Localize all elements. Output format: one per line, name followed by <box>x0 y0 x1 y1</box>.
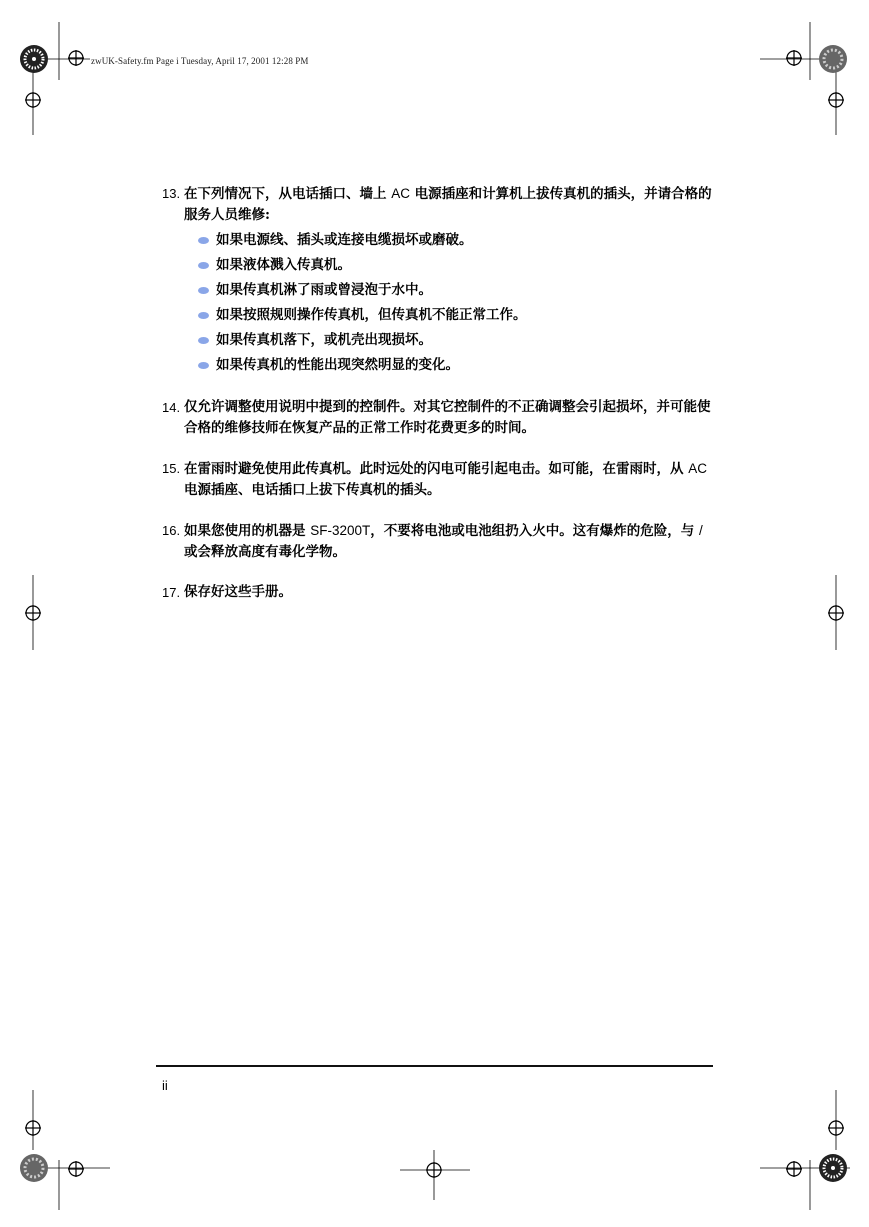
item-number: 16. <box>162 523 181 538</box>
list-item: 如果液体溅入传真机。 <box>198 253 714 278</box>
bullet-icon <box>198 237 209 244</box>
list-item <box>162 397 714 439</box>
list-item <box>162 520 714 563</box>
condition-list <box>184 228 714 378</box>
item-text: 仅允许调整使用说明中提到的控制件。对其它控制件的不正确调整会引起损坏，并可能使合格的维修技师在恢复产品的正常工作时花费更多的时间。 <box>184 399 711 436</box>
safety-instructions <box>162 183 714 603</box>
list-item: 如果传真机的性能出现突然明显的变化。 <box>198 353 714 378</box>
item-text: 在雷雨时避免使用此传真机。此时远处的闪电可能引起电击。如可能，在雷雨时，从 AC 电源插座、电话插口上拔下传真机的插头。 <box>184 461 707 498</box>
list-item: 如果电源线、插头或连接电缆损坏或磨破。 <box>198 228 714 253</box>
item-text: 保存好这些手册。 <box>184 584 292 600</box>
file-slug: zwUK-Safety.fm Page i Tuesday, April 17, 2001 12:28 PM <box>91 56 309 66</box>
item-number: 15. <box>162 461 181 476</box>
list-item: 如果传真机淋了雨或曾浸泡于水中。 <box>198 278 714 303</box>
item-number: 14. <box>162 400 181 415</box>
bullet-icon <box>198 312 209 319</box>
bullet-icon <box>198 362 209 369</box>
bullet-icon <box>198 262 209 269</box>
item-number: 13. <box>162 186 181 201</box>
bullet-icon <box>198 337 209 344</box>
item-number: 17. <box>162 585 181 600</box>
bullet-icon <box>198 287 209 294</box>
list-item <box>162 582 714 603</box>
item-text: 如果您使用的机器是 SF-3200T，不要将电池或电池组扔入火中。这有爆炸的危险，与 / 或会释放高度有毒化学物。 <box>184 523 703 560</box>
list-item <box>162 458 714 501</box>
list-item: 如果传真机落下，或机壳出现损坏。 <box>198 328 714 353</box>
list-item: 如果按照规则操作传真机，但传真机不能正常工作。 <box>198 303 714 328</box>
item-text: 在下列情况下，从电话插口、墙上 AC 电源插座和计算机上拔传真机的插头，并请合格的服务人员维修: <box>184 186 712 223</box>
page-number: ii <box>162 1078 168 1093</box>
footer-divider <box>156 1065 713 1067</box>
list-item <box>162 183 714 378</box>
